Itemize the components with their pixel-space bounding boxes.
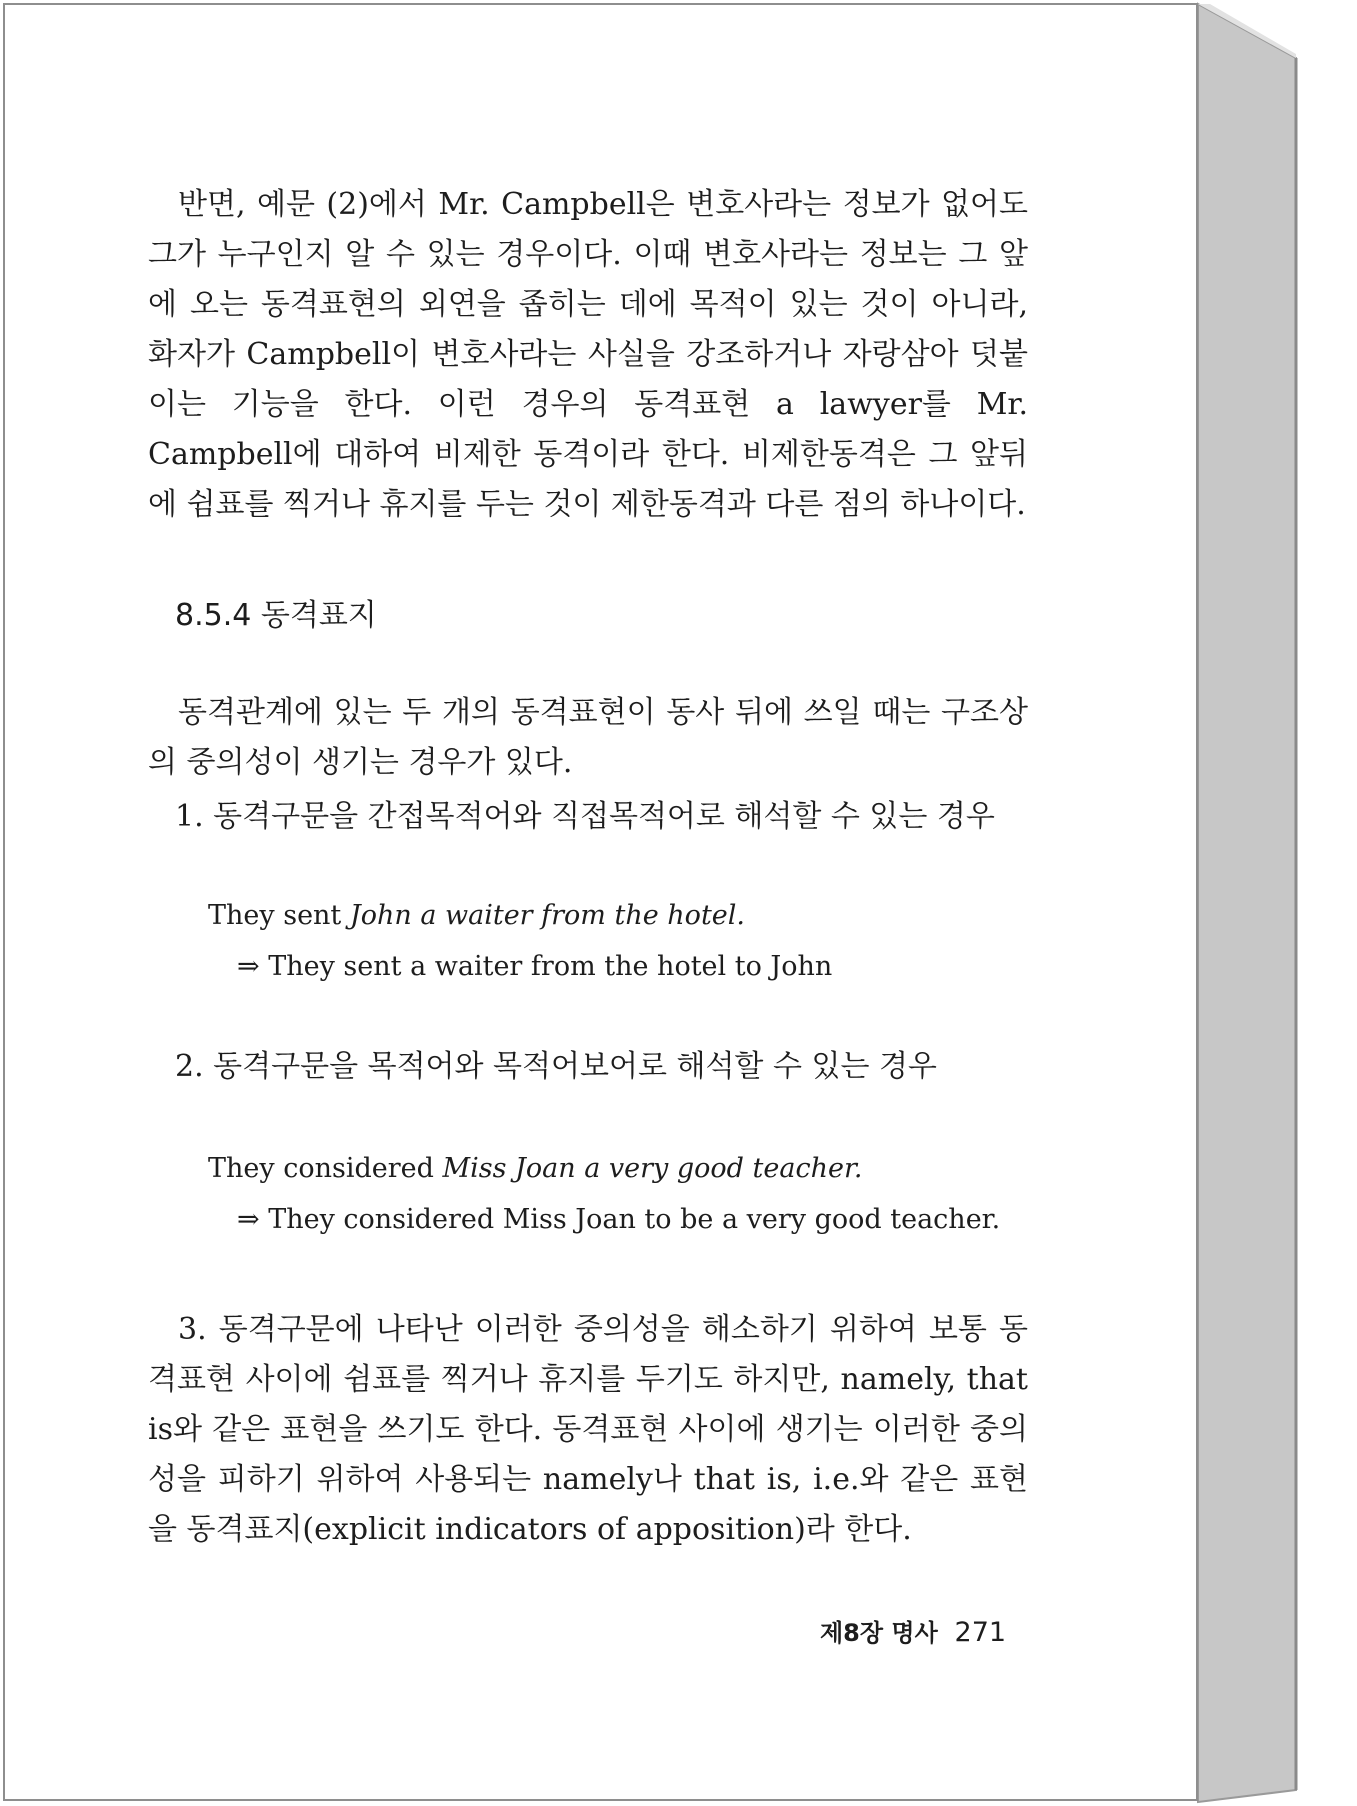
list-item-1: 1. 동격구문을 간접목적어와 직접목적어로 해석할 수 있는 경우 (175, 799, 995, 834)
paragraph-ambiguity-intro: 동격관계에 있는 두 개의 동격표현이 동사 뒤에 쓰일 때는 구조상의 중의성이 생기는 경우가 있다. (148, 695, 1028, 780)
example-2a (208, 1155, 862, 1182)
page-footer (820, 1619, 1006, 1646)
paragraph-apposition-markers: 3. 동격구문에 나타난 이러한 중의성을 해소하기 위하여 보통 동격표현 사이에 쉼표를 찍거나 휴지를 두기도 하지만, namely, that is와 같은 표현을 쓰기도 한다. 동격표현 사이에 생기는 이러한 중의성을 피하기 위하여 사용되는 namely나 that is, i.e.와 같은 표현을 동격표지(explicit indicators of apposition)라 한다. (148, 1312, 1028, 1547)
list-item-2: 2. 동격구문을 목적어와 목적어보어로 해석할 수 있는 경우 (175, 1049, 937, 1084)
paragraph-nonrestrictive-apposition: 반면, 예문 (2)에서 Mr. Campbell은 변호사라는 정보가 없어도 그가 누구인지 알 수 있는 경우이다. 이때 변호사라는 정보는 그 앞에 오는 동격표현의 외연을 좁히는 데에 목적이 있는 것이 아니라, 화자가 Campbell이 변호사라는 사실을 강조하거나 자랑삼아 덧붙이는 기능을 한다. 이런 경우의 동격표현 a lawyer를 Mr. Campbell에 대하여 비제한 동격이라 한다. 비제한동격은 그 앞뒤에 쉼표를 찍거나 휴지를 두는 것이 제한동격과 다른 점의 하나이다. (148, 187, 1028, 522)
section-heading: 8.5.4 동격표지 (175, 598, 377, 633)
page-number: 271 (954, 1617, 1007, 1648)
example-1a (208, 902, 745, 929)
example-2a-italic: Miss Joan a very good teacher. (442, 1153, 863, 1184)
example-1b: ⇒ They sent a waiter from the hotel to John (237, 951, 833, 982)
example-2a-plain: They considered (208, 1153, 443, 1184)
spine-face (1198, 4, 1296, 1802)
footer-chapter: 제8장 명사 (820, 1619, 938, 1647)
example-1a-plain: They sent (208, 900, 350, 931)
example-1a-italic: John a waiter from the hotel. (349, 900, 745, 931)
example-2b: ⇒ They considered Miss Joan to be a very good teacher. (237, 1204, 1001, 1235)
book-page (3, 3, 1198, 1801)
